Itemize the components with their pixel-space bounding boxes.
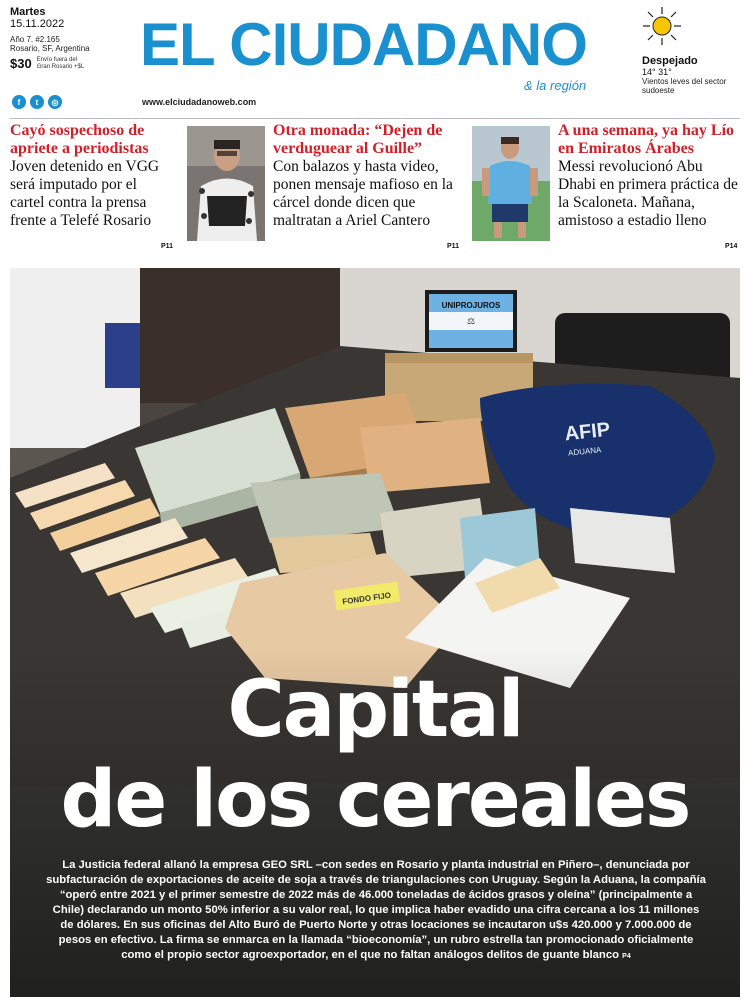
teaser-body: Messi revolucionó Abu Dhabi en primera práctica de la Scaloneta. Mañana, amistoso a estadio lleno — [558, 158, 738, 229]
masthead — [0, 0, 750, 118]
weather-condition: Despejado — [642, 55, 698, 67]
teaser-photo-suspect[interactable] — [187, 126, 265, 241]
teaser-headline[interactable]: Cayó sospechoso de apriete a periodistas — [10, 122, 149, 157]
photo-sign-text: UNIPROJUROS — [441, 301, 501, 310]
price: $30 — [10, 56, 32, 71]
twitter-icon[interactable]: t — [30, 95, 44, 109]
weather-temps: 14° 31° — [642, 67, 672, 77]
teaser-3[interactable] — [558, 122, 743, 230]
newspaper-logo[interactable]: EL CIUDADANO — [140, 11, 587, 78]
website-link[interactable]: www.elciudadanoweb.com — [142, 97, 257, 107]
instagram-icon[interactable]: ◎ — [48, 95, 62, 109]
teaser-1[interactable] — [10, 122, 175, 230]
day-of-week: Martes — [10, 6, 46, 18]
svg-text:⚖: ⚖ — [466, 316, 476, 326]
lede-page-ref: P4 — [622, 953, 631, 960]
issue-number: Año 7. #2.165 — [10, 35, 60, 44]
main-headline-line-2[interactable]: de los cereales — [60, 755, 690, 845]
teaser-photo-messi[interactable] — [472, 126, 550, 241]
weather-description: Vientos leves del sector sudoeste — [642, 77, 727, 95]
lede-text: La Justicia federal allanó la empresa GEO SRL –con sedes en Rosario y planta industrial en Piñero–, denunciada por subfacturación de exportaciones de aceite de soja a través de triangulaciones con Uruguay. Según la Aduana, la compañía “operó entre 2021 y el primer semestre de 2022 más de 46.000 toneladas de ácidos grasos y oleína” (principalmente a Chile) declarando un monto 50% inferior a su valor real, lo que implica haber evadido una cifra cercana a los 11 millones de dólares. En sus oficinas del Alto Buró de Puerto Norte y otras locaciones se incautaron u$s 420.000 y 7.000.000 de pesos en efectivo. La firma se enmarca en la llamada “bioeconomía”, un rubro estrella tan promocionado oficialmente como el propio sector agroexportador, en el que no faltan análogos delitos de guante blanco — [46, 859, 706, 961]
envelope-label: FONDO FIJO — [341, 590, 392, 607]
sun-icon — [642, 6, 682, 46]
bag-subtext: ADUANA — [567, 445, 602, 458]
social-icons — [12, 95, 62, 109]
issue-date: 15.11.2022 — [10, 18, 65, 30]
teaser-headline[interactable]: A una semana, ya hay Lío en Emiratos Árabes — [558, 122, 735, 157]
date-block — [10, 6, 120, 71]
teaser-2[interactable] — [273, 122, 465, 230]
weather-box — [642, 6, 742, 95]
teaser-page-ref: P14 — [725, 243, 738, 250]
teaser-body: Con balazos y hasta video, ponen mensaje mafioso en la cárcel donde dicen que maltratan a Ariel Cantero — [273, 158, 453, 229]
lead-story[interactable] — [10, 268, 740, 997]
teaser-headline[interactable]: Otra monada: “Dejen de verduguear al Guille” — [273, 122, 443, 157]
facebook-icon[interactable]: f — [12, 95, 26, 109]
logo-region-tag: & la región — [524, 78, 587, 93]
bag-text: AFIP — [563, 418, 612, 446]
main-headline-line-1[interactable]: Capital — [227, 665, 523, 755]
teaser-body: Joven detenido en VGG será imputado por el cartel contra la prensa frente a Telefé Rosario — [10, 158, 160, 229]
teaser-page-ref: P11 — [161, 243, 174, 250]
lead-story-lede — [46, 858, 706, 964]
price-note: Envío fuera del Gran Rosario +$L — [36, 56, 85, 70]
issue-location: Rosario, SF, Argentina — [10, 44, 90, 53]
teaser-strip — [0, 118, 750, 258]
teaser-page-ref: P11 — [447, 243, 460, 250]
